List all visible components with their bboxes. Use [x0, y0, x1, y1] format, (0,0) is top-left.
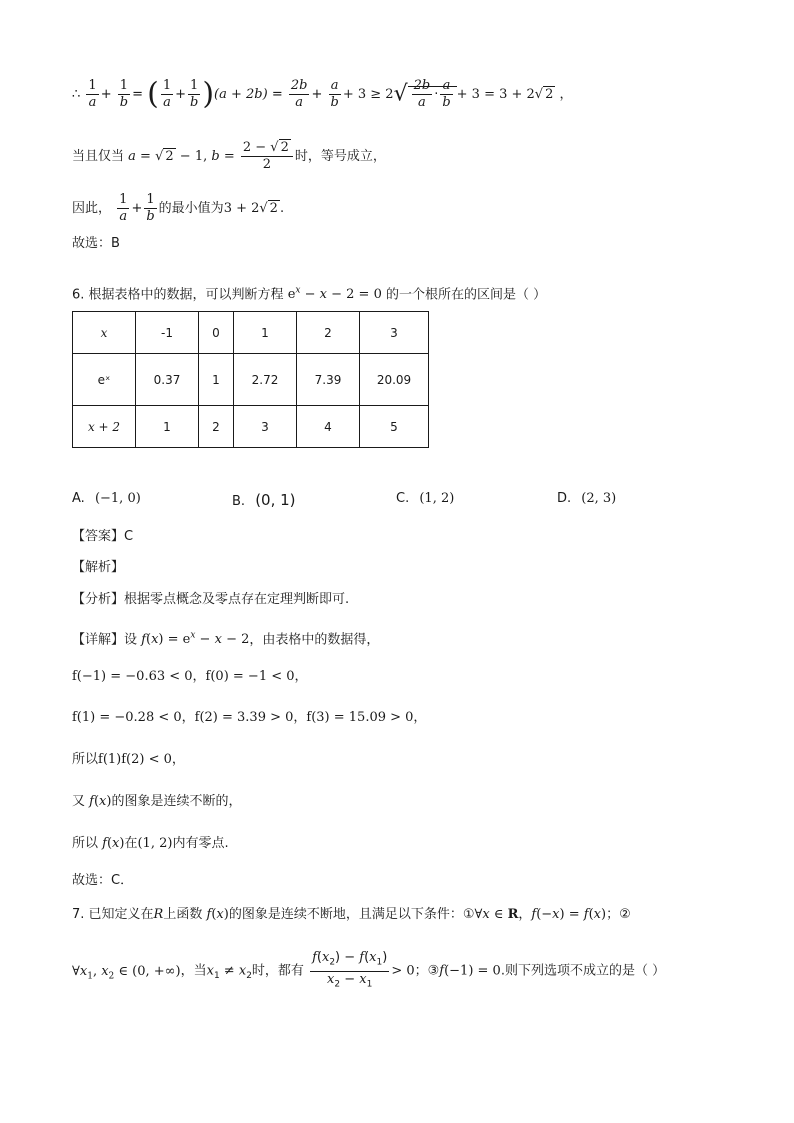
- table-row: x + 2 1 2 3 4 5: [73, 406, 429, 448]
- minimum-conclusion: 因此， $\frac{1}{a}$ + $\frac{1}{b}$ 的最小值为3 + 2√ 2 .: [72, 192, 285, 224]
- analysis-summary: 【分析】根据零点概念及零点存在定理判断即可.: [72, 592, 350, 607]
- option-c[interactable]: C. (1, 2): [396, 491, 455, 506]
- option-d[interactable]: D. (2, 3): [557, 491, 617, 506]
- continuity-line: 又 f(x)的图象是连续不断的，: [72, 794, 242, 809]
- table-row: x -1 0 1 2 3: [73, 312, 429, 354]
- answer-value: C: [124, 529, 134, 544]
- option-b[interactable]: B. (0, 1): [232, 491, 296, 509]
- therefore-symbol: ∴: [72, 87, 81, 102]
- values-line-2: f(1) = −0.28 < 0，f(2) = 3.39 > 0，f(3) = 15.09 > 0，: [72, 710, 427, 725]
- derivation-line: ∴ $\frac{1}{a}$ + $\frac{1}{b}$ = ( $\frac{1}{a}$ + $\frac{1}{b}$ )(a + 2b) = $\frac{2b}{a}$ + $\frac{a}{b}$ + 3 ≥ 2√ $\frac{2b}{a}$ · $\frac{a}{b}$ + 3 = 3 + 2√ 2 ，: [72, 76, 573, 112]
- values-line-1: f(−1) = −0.63 < 0，f(0) = −1 < 0，: [72, 669, 308, 684]
- product-line: 所以f(1)f(2) < 0，: [72, 752, 185, 767]
- choice-b-line: 故选：B: [72, 236, 120, 251]
- option-a[interactable]: A. (−1, 0): [72, 491, 141, 506]
- equality-condition: 当且仅当 a = √ 2 − 1, b = $\frac{2 - √ 2}{2}$ 时，等号成立，: [72, 140, 386, 172]
- question-6-stem: 6. 根据表格中的数据，可以判断方程 $e^x - x - 2 = 0$ 的一个根所在的区间是（ ）: [72, 286, 547, 303]
- answer-tag: 【答案】: [72, 529, 125, 544]
- zero-line: 所以 f(x)在(1, 2)内有零点.: [72, 836, 229, 851]
- table-row: eˣ 0.37 1 2.72 7.39 20.09: [73, 354, 429, 406]
- data-table: [72, 311, 429, 448]
- analysis-tag: 【解析】: [72, 560, 125, 575]
- detailed-solution: 【详解】设 $f(x) = e^x - x - 2$，由表格中的数据得，: [72, 631, 380, 648]
- question-7-stem: 7. 已知定义在R上函数 f(x)的图象是连续不断地，且满足以下条件：①∀x ∈ R，f(−x) = f(x)；②: [72, 907, 631, 922]
- choice-c-line: 故选：C．: [72, 873, 134, 888]
- question-7-conditions: $\forall x_1$, $x_2$ ∈ (0, +∞)，当$x_1 \ne x_2$时，都有 $\frac{f(x_2) - f(x_1)}{x_2 - x_1}$ > 0；③f(−1) = 0.则下列选项不成立的是（ ）: [72, 950, 666, 990]
- answer-line: [72, 527, 133, 547]
